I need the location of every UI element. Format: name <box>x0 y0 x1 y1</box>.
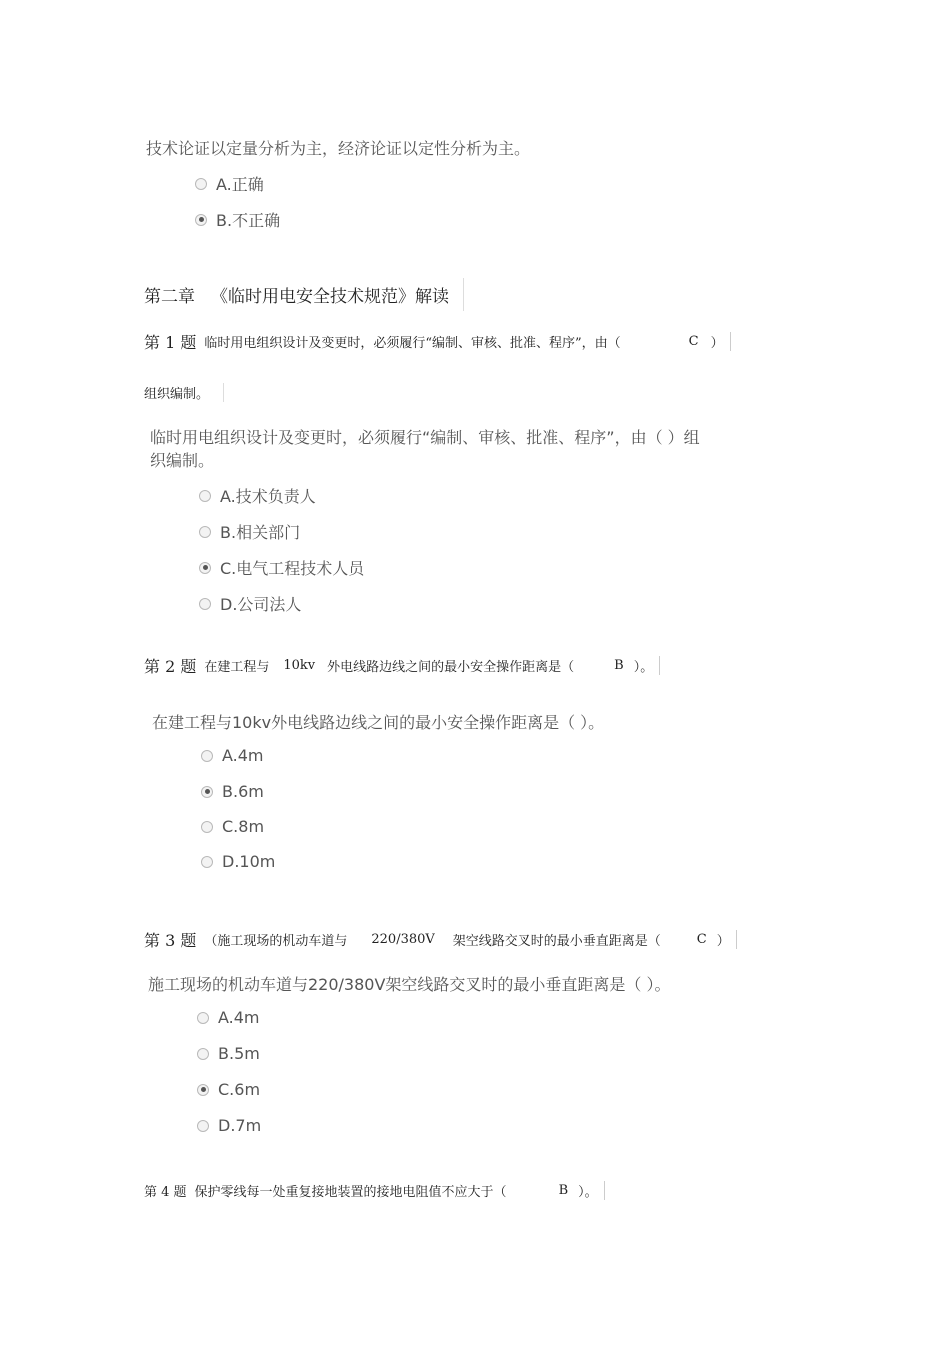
option-d[interactable] <box>197 1116 261 1135</box>
question-number: 第 1 题 <box>144 333 197 352</box>
option-c[interactable] <box>197 1080 260 1099</box>
question-text: 架空线路交叉时的最小垂直距离是（ <box>452 934 661 949</box>
option-label: C.8m <box>222 817 265 836</box>
option-label: C.电气工程技术人员 <box>220 559 365 578</box>
answer: B <box>614 658 624 673</box>
option-label: D.10m <box>222 852 276 871</box>
radio-icon[interactable] <box>195 178 207 190</box>
radio-icon[interactable] <box>201 856 213 868</box>
option-b[interactable] <box>199 520 300 543</box>
chapter-heading <box>144 278 464 311</box>
option-a[interactable] <box>199 484 316 507</box>
chapter-title: 《临时用电安全技术规范》解读 <box>205 278 464 311</box>
radio-icon[interactable] <box>197 1048 209 1060</box>
question-text: 10kv <box>283 658 316 673</box>
question-text: 220/380V <box>371 932 435 947</box>
question-number: 第 2 题 <box>144 657 197 676</box>
radio-icon[interactable] <box>199 490 211 502</box>
option-a[interactable] <box>195 172 264 195</box>
question-close: ）。 <box>634 656 661 675</box>
option-label: D.公司法人 <box>220 595 302 614</box>
question-1-header <box>144 330 731 353</box>
question-stem: 在建工程与10kv外电线路边线之间的最小安全操作距离是（ ）。 <box>152 713 605 732</box>
radio-selected-icon[interactable] <box>201 786 213 798</box>
question-text: （施工现场的机动车道与 <box>204 934 348 949</box>
question-text-continued: 组织编制。 <box>144 383 224 402</box>
chapter-label: 第二章 <box>144 287 195 307</box>
question-close: ） <box>717 930 737 949</box>
option-a[interactable] <box>201 746 264 765</box>
question-stem: 施工现场的机动车道与220/380V架空线路交叉时的最小垂直距离是（ ）。 <box>148 975 671 994</box>
question-3-header <box>144 928 737 951</box>
radio-icon[interactable] <box>201 750 213 762</box>
question-number: 第 4 题 <box>144 1185 187 1200</box>
option-c[interactable] <box>199 556 364 579</box>
question-stem: 临时用电组织设计及变更时，必须履行“编制、审核、批准、程序”，由（ ）组 <box>150 428 700 447</box>
option-label: A.4m <box>222 746 264 765</box>
question-2-header <box>144 654 660 677</box>
option-label: A.正确 <box>216 175 264 194</box>
question-text: 外电线路边线之间的最小安全操作距离是（ <box>327 660 575 675</box>
radio-icon[interactable] <box>199 526 211 538</box>
option-d[interactable] <box>199 592 301 615</box>
option-label: D.7m <box>218 1116 262 1135</box>
question-text: 临时用电组织设计及变更时，必须履行“编制、审核、批准、程序”，由（ <box>204 336 621 351</box>
option-a[interactable] <box>197 1008 260 1027</box>
question-close: ） <box>711 332 731 351</box>
option-b[interactable] <box>201 782 264 801</box>
option-b[interactable] <box>197 1044 260 1063</box>
radio-icon[interactable] <box>197 1012 209 1024</box>
option-label: A.技术负责人 <box>220 487 316 506</box>
radio-icon[interactable] <box>201 821 213 833</box>
answer: B <box>558 1183 569 1198</box>
question-stem: 织编制。 <box>150 451 215 470</box>
question-number: 第 3 题 <box>144 931 197 950</box>
question-4-header <box>144 1181 605 1200</box>
question-text: 保护零线每一处重复接地装置的接地电阻值不应大于（ <box>194 1185 507 1200</box>
option-label: B.5m <box>218 1044 260 1063</box>
radio-selected-icon[interactable] <box>199 562 211 574</box>
radio-icon[interactable] <box>199 598 211 610</box>
option-label: B.不正确 <box>216 211 281 230</box>
answer: C <box>688 334 699 349</box>
option-label: B.相关部门 <box>220 523 301 542</box>
option-d[interactable] <box>201 852 275 871</box>
option-b[interactable] <box>195 208 280 231</box>
question-stem: 技术论证以定量分析为主，经济论证以定性分析为主。 <box>146 139 531 158</box>
option-label: A.4m <box>218 1008 260 1027</box>
answer: C <box>696 932 707 947</box>
radio-selected-icon[interactable] <box>195 214 207 226</box>
radio-selected-icon[interactable] <box>197 1084 209 1096</box>
question-close: ）。 <box>578 1181 605 1200</box>
question-text: 在建工程与 <box>204 660 270 675</box>
option-c[interactable] <box>201 817 264 836</box>
radio-icon[interactable] <box>197 1120 209 1132</box>
option-label: B.6m <box>222 782 264 801</box>
option-label: C.6m <box>218 1080 261 1099</box>
